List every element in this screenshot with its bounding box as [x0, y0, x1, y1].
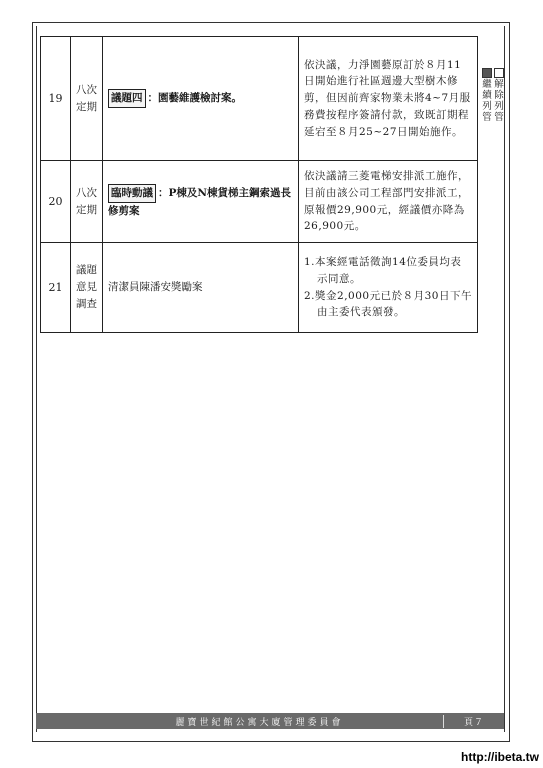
resolution-cell [299, 37, 478, 161]
meeting-type [71, 243, 103, 333]
table-row [41, 161, 478, 243]
topic-text: 清潔員陳潘安獎勵案 [108, 281, 203, 294]
release-tracking-column [494, 68, 504, 124]
empty-checkbox-icon [494, 68, 504, 78]
filled-checkbox-icon [482, 68, 492, 78]
resolution-text: 依決議請三菱電梯安排派工施作，目前由該公司工程部門安排派工，原報價29,900元，經議價亦降為26,900元。 [304, 169, 469, 233]
topic-cell [103, 37, 299, 161]
resolution-text: 依決議，力淨園藝原訂於８月11日開始進行社區週邊大型樹木修剪，但因前齊家物業未將4~7月服務費按程序簽請付款，致既訂期程延宕至８月25~27日開始施作。 [304, 58, 471, 138]
meeting-type-line: 八次 [76, 186, 97, 199]
topic-cell [103, 243, 299, 333]
resolution-item: 2.獎金2,000元已於８月30日下午由主委代表頒發。 [304, 289, 472, 319]
status-char: 除 [494, 89, 504, 101]
table-row [41, 243, 478, 333]
meeting-type-line: 定期 [76, 100, 97, 113]
topic-tag: 臨時動議 [108, 184, 156, 203]
status-char: 管 [494, 111, 504, 123]
topic-tag: 議題四 [108, 89, 146, 108]
continue-tracking-column [482, 68, 492, 124]
meeting-type-line: 議題 [76, 264, 97, 277]
status-char: 列 [494, 100, 504, 112]
item-number: 19 [41, 37, 71, 161]
footer-bar [36, 713, 504, 729]
meeting-type-line: 意見 [76, 281, 97, 294]
topic-text: ：園藝維護檢討案。 [147, 92, 242, 105]
status-char: 繼 [482, 79, 492, 90]
meeting-type [71, 161, 103, 243]
footer-title: 麗寶世紀館公寓大廈管理委員會 [175, 717, 344, 728]
resolution-item: 1.本案經電話徵詢14位委員均表示同意。 [304, 255, 462, 285]
status-char: 解 [494, 79, 504, 90]
minutes-table [40, 36, 478, 333]
meeting-type-line: 調查 [76, 297, 97, 310]
topic-cell [103, 161, 299, 243]
meeting-type-line: 定期 [76, 203, 97, 216]
resolution-cell [299, 161, 478, 243]
status-char: 列 [482, 100, 492, 112]
table-row [41, 37, 478, 161]
item-number: 20 [41, 161, 71, 243]
item-number: 21 [41, 243, 71, 333]
watermark: http://ibeta.tw [461, 750, 539, 764]
right-border-rule [504, 26, 505, 732]
page-number: 頁７ [443, 715, 504, 728]
topic-text: ：P棟及N棟貨梯主鋼索過長修剪案 [108, 186, 291, 217]
meeting-type-line: 八次 [76, 83, 97, 96]
left-border-rule [36, 26, 37, 732]
status-char: 續 [482, 89, 492, 101]
resolution-cell [299, 243, 478, 333]
meeting-type [71, 37, 103, 161]
status-char: 管 [482, 111, 492, 123]
